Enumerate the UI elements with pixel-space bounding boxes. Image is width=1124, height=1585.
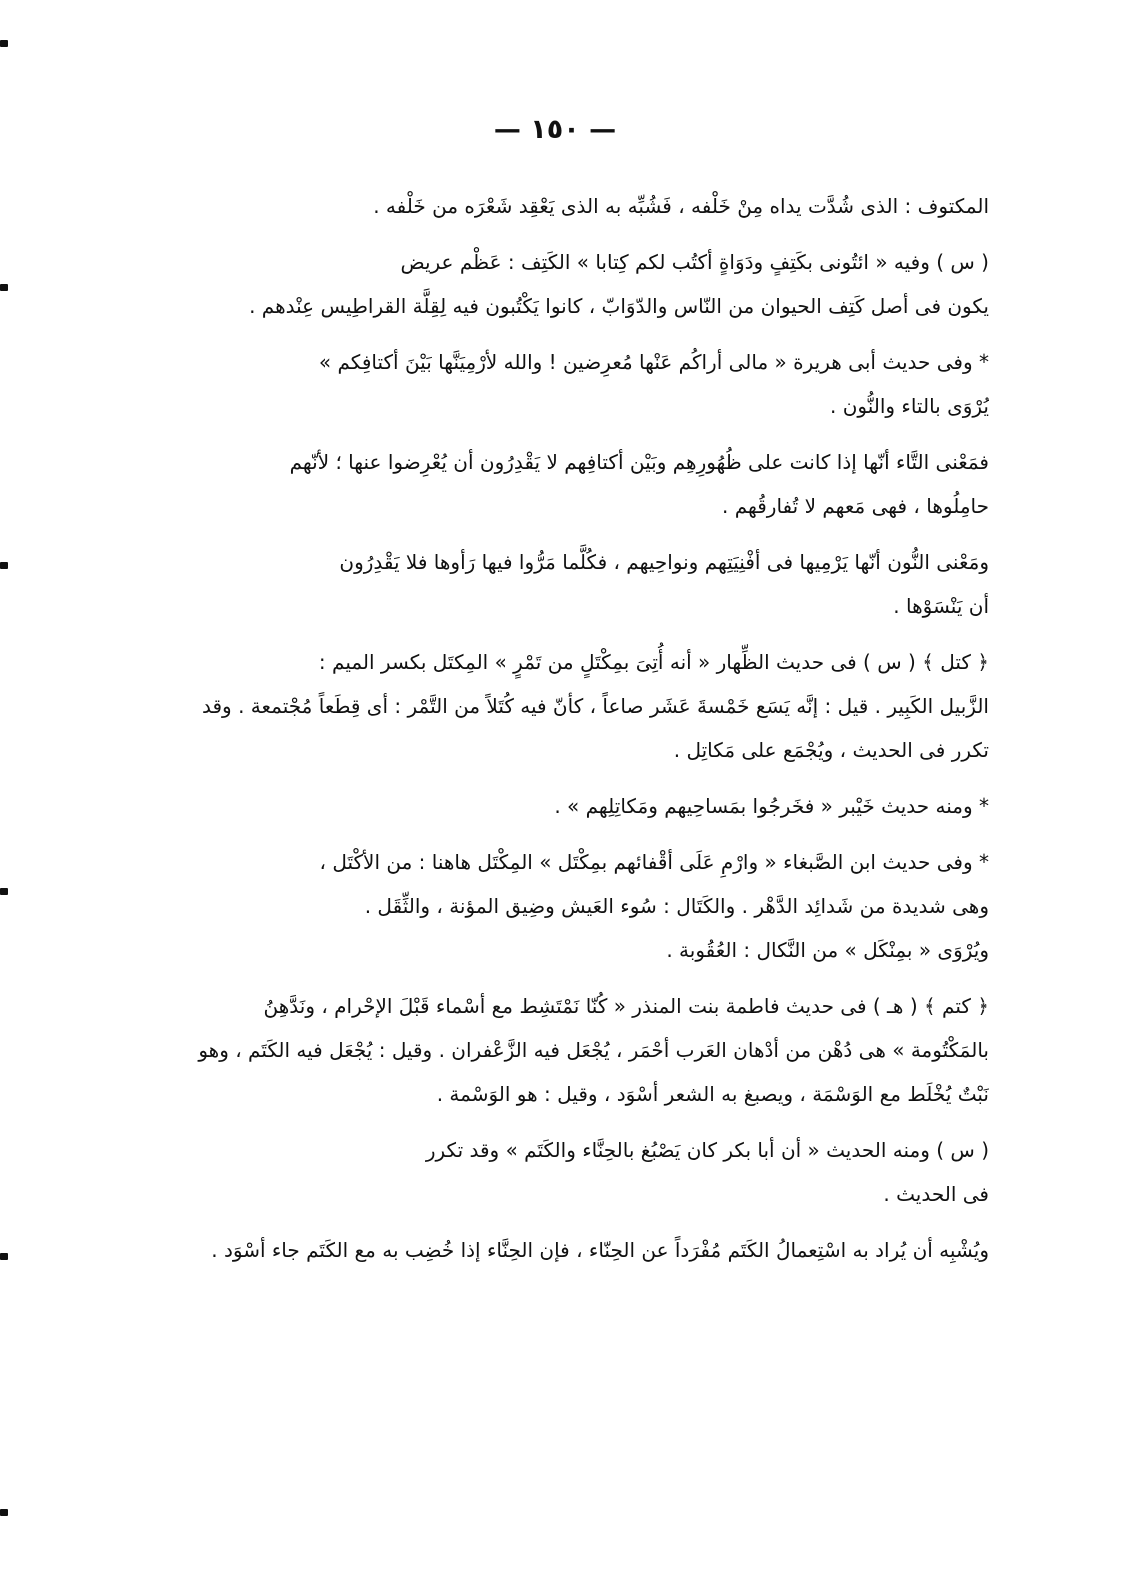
- page-body: [135, 184, 989, 1272]
- page-edge-mark: [0, 888, 8, 895]
- paragraph-gap: [135, 1216, 989, 1228]
- paragraph-gap: [135, 228, 989, 240]
- paragraph-gap: [135, 528, 989, 540]
- text-line: ﴿ كتل ﴾ ( س ) فى حديث الظِّهار « أنه أُتِىَ بمِكْتَلٍ من تَمْرٍ » المِكتَل بكسر الميم :: [318, 650, 989, 674]
- paragraph-gap: [135, 628, 989, 640]
- paragraph-gap: [135, 972, 989, 984]
- text-line: تكرر فى الحديث ، ويُجْمَع على مَكاتِل .: [673, 738, 989, 762]
- paragraph-gap: [135, 772, 989, 784]
- page-edge-mark: [0, 40, 8, 47]
- text-line: ( س ) ومنه الحديث « أن أبا بكر كان يَصْبُغ بالحِنَّاء والكَتَم » وقد تكرر: [425, 1138, 989, 1162]
- paragraph-gap: [135, 328, 989, 340]
- text-line: * وفى حديث أبى هريرة « مالى أراكُم عَنْها مُعرِضين ! والله لأرْمِيَنَّها بَيْنَ أكتافِكم »: [318, 350, 989, 374]
- text-line: حامِلُوها ، فهى مَعهم لا تُفارقُهم .: [722, 494, 989, 518]
- text-line: وهى شديدة من شَدائِد الدَّهْر . والكَتَال : سُوء العَيش وضِيق المؤنة ، والثِّقَل .: [364, 894, 989, 918]
- text-line: * ومنه حديث خَيْبر « فخَرجُوا بمَساحِيهم ومَكاتِلِهم » .: [554, 794, 989, 818]
- text-line: ويُرْوَى « بمِنْكَل » من النَّكال : العُقُوبة .: [666, 938, 989, 962]
- text-line: ( س ) وفيه « ائتُونى بكَتِفٍ ودَوَاةٍ أكتُب لكم كِتابا » الكَتِف : عَظْم عريض: [400, 250, 989, 274]
- page-number: — ١٥٠ —: [493, 114, 617, 145]
- paragraph-gap: [135, 828, 989, 840]
- text-line: فمَعْنى التَّاء أنّها إذا كانت على ظُهُورِهِم وبَيْن أكتافِهم لا يَقْدِرُون أن يُعْرِضوا عنها ؛ لأنّهم: [289, 450, 989, 474]
- text-line: الزَّبيل الكَبِير . قيل : إنَّه يَسَع خَمْسةَ عَشَر صاعاً ، كأنّ فيه كُتَلاً من التَّمْر : أى قِطَعاً مُجْتمعة . وقد: [202, 694, 989, 718]
- text-line: بالمَكْتُومة » هى دُهْن من أدْهان العَرب أحْمَر ، يُجْعَل فيه الزَّعْفران . وقيل : يُجْعَل فيه الكَتَم ، وهو: [198, 1038, 989, 1062]
- text-line: نَبْتٌ يُخْلَط مع الوَسْمَة ، ويصبغ به الشعر أسْوَد ، وقيل : هو الوَسْمة .: [436, 1082, 989, 1106]
- text-line: المكتوف : الذى شُدَّت يداه مِنْ خَلْفه ، فَشُبِّه به الذى يَعْقِد شَعْرَه من خَلْفه .: [373, 194, 989, 218]
- paragraph-gap: [135, 1116, 989, 1128]
- paragraph-gap: [135, 428, 989, 440]
- page-edge-mark: [0, 562, 8, 569]
- text-line: يُرْوَى بالتاء والنُّون .: [830, 394, 989, 418]
- text-line: * وفى حديث ابن الصَّبغاء « وارْمِ عَلَى أقْفائهم بمِكْتَل » المِكْتَل هاهنا : من الأكْتَل ،: [319, 850, 989, 874]
- page-edge-mark: [0, 284, 8, 291]
- text-line: أن يَنْسَوْها .: [893, 594, 989, 618]
- page-edge-mark: [0, 1253, 8, 1260]
- page-edge-mark: [0, 1509, 8, 1516]
- text-line: فى الحديث .: [883, 1182, 989, 1206]
- text-line: ومَعْنى النُّون أنّها يَرْمِيها فى أفْنِيَتِهم ونواحِيهم ، فكُلَّما مَرُّوا فيها رَأوها فلا يَقْدِرُون: [339, 550, 989, 574]
- text-line: ويُشْبِه أن يُراد به اسْتِعمالُ الكَتَم مُفْرَداً عن الحِنّاء ، فإن الحِنَّاء إذا خُضِب به مع الكَتَم جاء أسْوَد .: [211, 1238, 989, 1262]
- text-line: يكون فى أصل كَتِف الحيوان من النّاس والدّوَابّ ، كانوا يَكْتُبون فيه لِقِلَّة القراطِيس عِنْدهم .: [249, 294, 989, 318]
- text-line: ﴿ كتم ﴾ ( هـ ) فى حديث فاطمة بنت المنذر « كُنّا نَمْتَشِط مع أسْماء قَبْلَ الإحْرام ، ونَدَّهِنُ: [263, 994, 989, 1018]
